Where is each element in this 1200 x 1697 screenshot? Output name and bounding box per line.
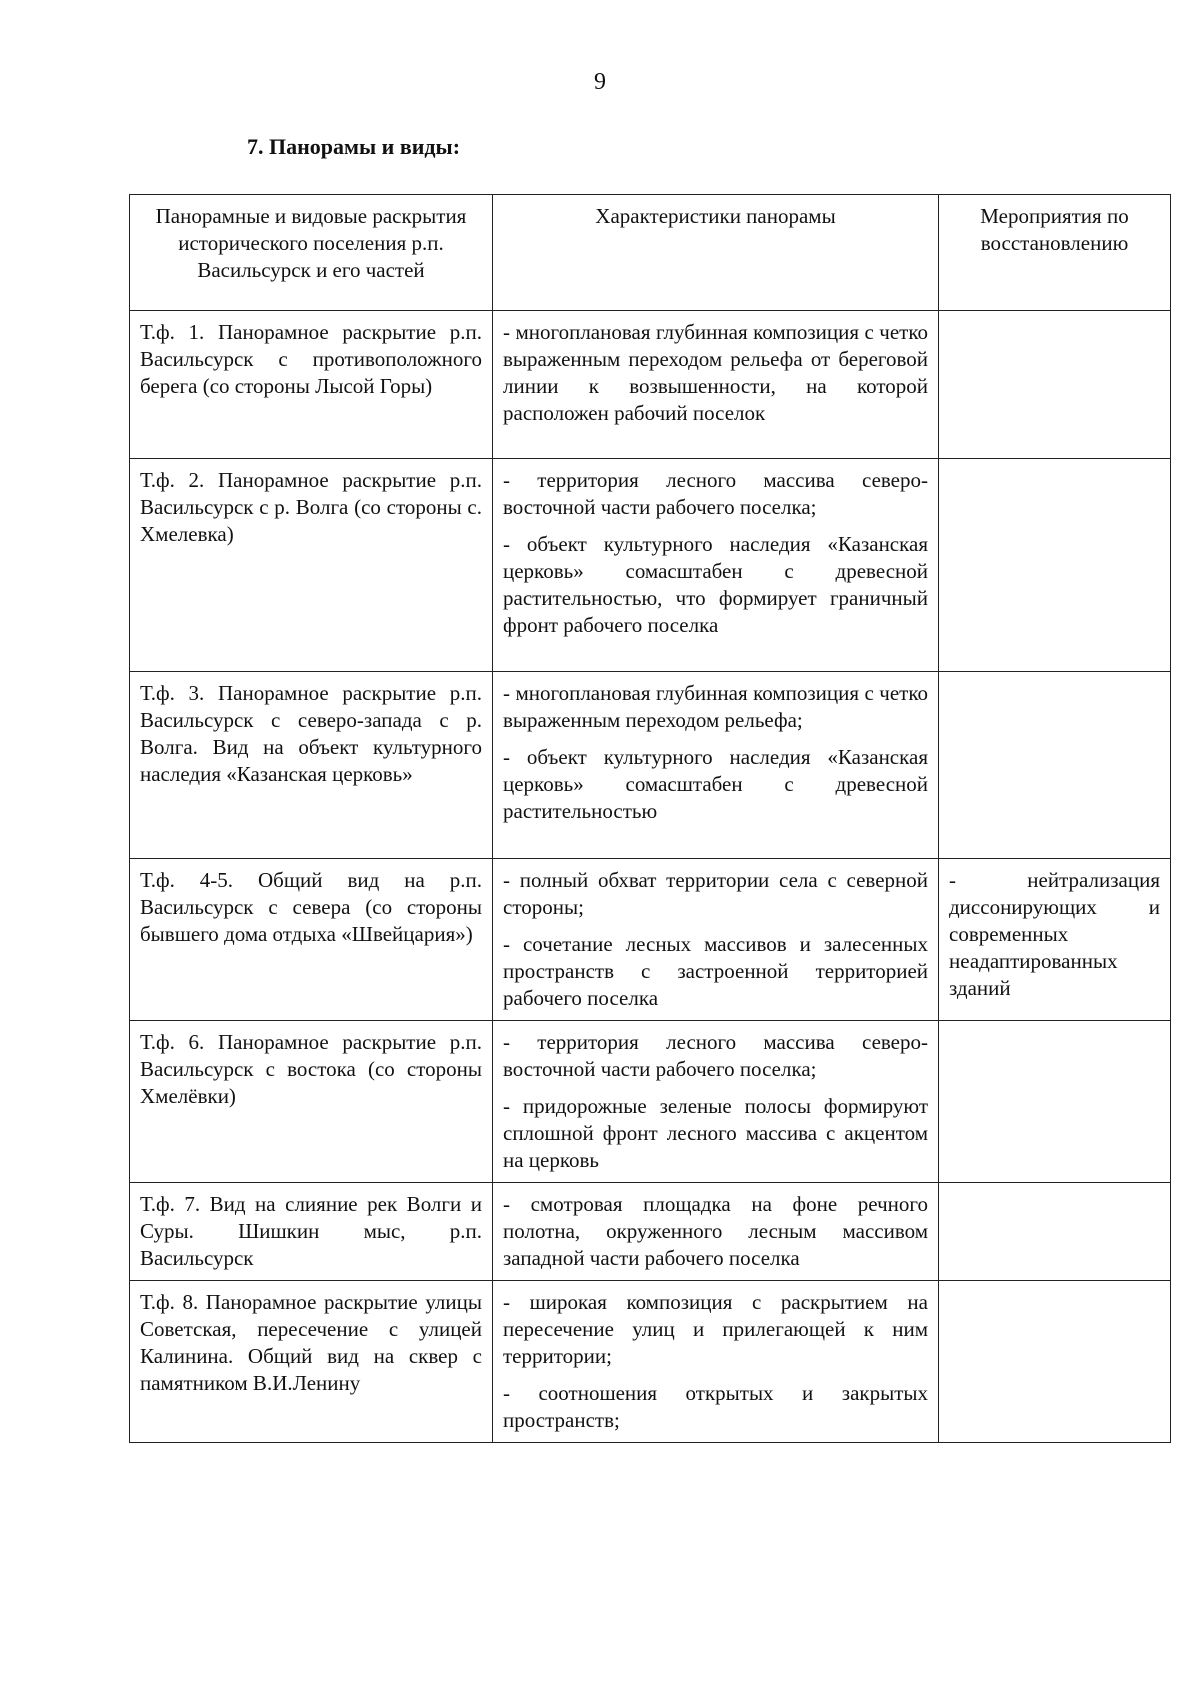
cell-characteristics [493, 311, 939, 459]
characteristic-item: - полный обхват территории села с северной стороны; [503, 868, 928, 919]
view-description: Т.ф. 1. Панорамное раскрытие р.п. Васильсурск с противоположного берега (со стороны Лысой Горы) [140, 320, 482, 398]
header-measures: Мероприятия по восстановлению [939, 195, 1171, 311]
measures-text: - нейтрализация диссонирующих и современных неадаптированных зданий [949, 868, 1160, 1000]
characteristic-item: - многоплановая глубинная композиция с четко выраженным переходом рельефа; [503, 681, 928, 732]
cell-measures [939, 311, 1171, 459]
table-row [130, 859, 1171, 1021]
panorama-table [129, 194, 1171, 1443]
cell-measures [939, 1183, 1171, 1281]
characteristic-item: - объект культурного наследия «Казанская церковь» сомасштабен с древесной растительностью [503, 745, 928, 823]
cell-view [130, 859, 493, 1021]
cell-view [130, 459, 493, 672]
view-description: Т.ф. 3. Панорамное раскрытие р.п. Васильсурск с северо-запада с р. Волга. Вид на объект культурного наследия «Казанская церковь» [140, 681, 482, 786]
cell-characteristics [493, 1021, 939, 1183]
characteristic-item: - сочетание лесных массивов и залесенных пространств с застроенной территорией рабочего поселка [503, 932, 928, 1010]
cell-characteristics [493, 859, 939, 1021]
characteristic-item: - объект культурного наследия «Казанская церковь» сомасштабен с древесной растительностью, что формирует граничный фронт рабочего поселка [503, 532, 928, 637]
cell-measures [939, 1281, 1171, 1443]
characteristic-item: - придорожные зеленые полосы формируют сплошной фронт лесного массива с акцентом на церковь [503, 1094, 928, 1172]
cell-view [130, 311, 493, 459]
section-title: 7. Панорамы и виды: [247, 134, 461, 159]
view-description: Т.ф. 6. Панорамное раскрытие р.п. Васильсурск с востока (со стороны Хмелёвки) [140, 1030, 482, 1108]
cell-characteristics [493, 1281, 939, 1443]
cell-view [130, 672, 493, 859]
header-characteristics: Характеристики панорамы [493, 195, 939, 311]
view-description: Т.ф. 7. Вид на слияние рек Волги и Суры. Шишкин мыс, р.п. Васильсурск [140, 1192, 482, 1270]
table-row [130, 1021, 1171, 1183]
cell-view [130, 1183, 493, 1281]
table-header-row [130, 195, 1171, 311]
characteristic-item: - смотровая площадка на фоне речного полотна, окруженного лесным массивом западной части рабочего поселка [503, 1192, 928, 1270]
table-row [130, 1183, 1171, 1281]
table-row [130, 311, 1171, 459]
cell-view [130, 1281, 493, 1443]
page-number: 9 [594, 69, 606, 95]
table-body [130, 311, 1171, 1443]
table-row [130, 459, 1171, 672]
cell-measures [939, 1021, 1171, 1183]
cell-characteristics [493, 459, 939, 672]
cell-measures [939, 459, 1171, 672]
view-description: Т.ф. 4-5. Общий вид на р.п. Васильсурск с севера (со стороны бывшего дома отдыха «Швейцария») [140, 868, 482, 946]
characteristic-item: - многоплановая глубинная композиция с четко выраженным переходом рельефа от береговой линии к возвышенности, на которой расположен рабочий поселок [503, 320, 928, 425]
cell-characteristics [493, 672, 939, 859]
cell-characteristics [493, 1183, 939, 1281]
characteristic-item: - территория лесного массива северо-восточной части рабочего поселка; [503, 1030, 928, 1081]
header-views: Панорамные и видовые раскрытия исторического поселения р.п. Васильсурск и его частей [130, 195, 493, 311]
cell-measures [939, 672, 1171, 859]
characteristic-item: - территория лесного массива северо-восточной части рабочего поселка; [503, 468, 928, 519]
view-description: Т.ф. 8. Панорамное раскрытие улицы Советская, пересечение с улицей Калинина. Общий вид на сквер с памятником В.И.Ленину [140, 1290, 482, 1395]
characteristic-item: - широкая композиция с раскрытием на пересечение улиц и прилегающей к ним территории; [503, 1290, 928, 1368]
characteristic-item: - соотношения открытых и закрытых пространств; [503, 1381, 928, 1432]
view-description: Т.ф. 2. Панорамное раскрытие р.п. Васильсурск с р. Волга (со стороны с. Хмелевка) [140, 468, 482, 546]
table-row [130, 1281, 1171, 1443]
table-row [130, 672, 1171, 859]
cell-measures [939, 859, 1171, 1021]
cell-view [130, 1021, 493, 1183]
